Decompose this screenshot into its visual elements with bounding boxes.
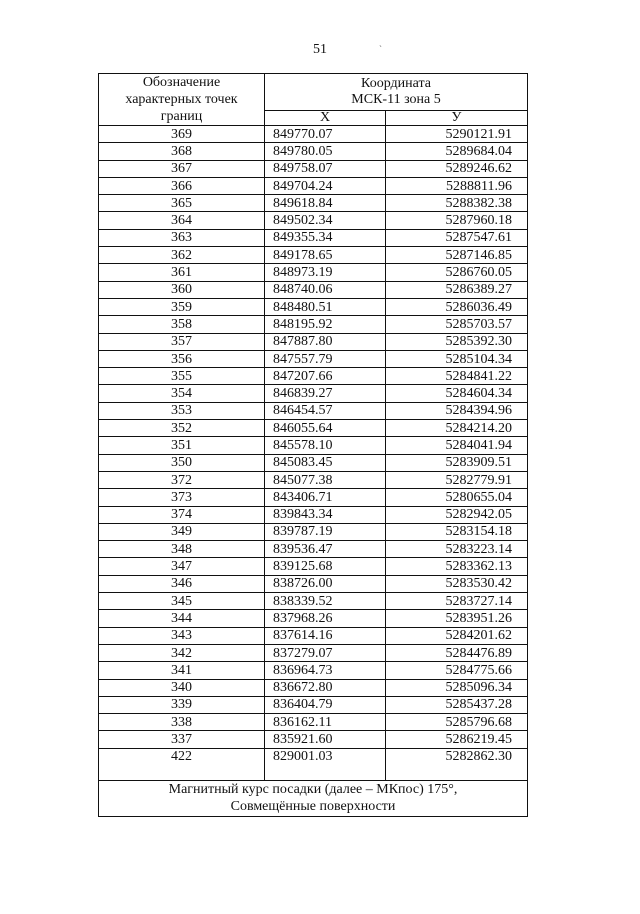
y-cell: 5283223.14	[386, 541, 528, 558]
x-cell: 849178.65	[265, 247, 386, 264]
y-cell: 5285096.34	[386, 679, 528, 696]
point-label-header	[99, 74, 265, 126]
x-cell: 848480.51	[265, 298, 386, 315]
y-cell: 5283362.13	[386, 558, 528, 575]
point-cell: 360	[99, 281, 265, 298]
point-cell: 365	[99, 195, 265, 212]
table-row	[99, 627, 528, 644]
y-cell: 5284201.62	[386, 627, 528, 644]
y-cell: 5284394.96	[386, 402, 528, 419]
y-cell: 5284476.89	[386, 644, 528, 661]
point-cell: 345	[99, 593, 265, 610]
table-row	[99, 454, 528, 471]
point-cell: 348	[99, 541, 265, 558]
point-cell: 366	[99, 177, 265, 194]
table-row	[99, 333, 528, 350]
table-row	[99, 143, 528, 160]
table-row	[99, 489, 528, 506]
point-cell: 343	[99, 627, 265, 644]
table-row	[99, 264, 528, 281]
point-cell: 353	[99, 402, 265, 419]
table-row	[99, 160, 528, 177]
landing-course-line2: Совмещённые поверхности	[230, 799, 396, 815]
table-row	[99, 385, 528, 402]
y-cell: 5284775.66	[386, 662, 528, 679]
point-cell: 373	[99, 489, 265, 506]
scan-mark: `	[379, 44, 382, 54]
x-cell: 848740.06	[265, 281, 386, 298]
y-cell: 5283951.26	[386, 610, 528, 627]
y-cell: 5286389.27	[386, 281, 528, 298]
x-cell: 846454.57	[265, 402, 386, 419]
y-cell: 5287146.85	[386, 247, 528, 264]
x-cell: 849704.24	[265, 177, 386, 194]
x-cell: 849618.84	[265, 195, 386, 212]
table-row	[99, 523, 528, 540]
table-row	[99, 437, 528, 454]
table-row	[99, 177, 528, 194]
y-cell: 5284604.34	[386, 385, 528, 402]
table-row	[99, 212, 528, 229]
x-cell: 829001.03	[265, 748, 386, 780]
y-cell: 5282942.05	[386, 506, 528, 523]
table-row	[99, 247, 528, 264]
point-label-line1: Обозначение	[142, 75, 221, 90]
point-cell: 361	[99, 264, 265, 281]
x-cell: 849770.07	[265, 126, 386, 143]
table-row	[99, 316, 528, 333]
point-cell: 354	[99, 385, 265, 402]
x-cell: 835921.60	[265, 731, 386, 748]
y-cell: 5290121.91	[386, 126, 528, 143]
point-cell: 362	[99, 247, 265, 264]
x-cell: 843406.71	[265, 489, 386, 506]
point-label-line2: характерных точек	[125, 92, 238, 107]
point-cell: 422	[99, 748, 265, 780]
x-cell: 839125.68	[265, 558, 386, 575]
y-cell: 5289246.62	[386, 160, 528, 177]
x-cell: 836964.73	[265, 662, 386, 679]
coordinate-title: Координата	[361, 75, 431, 91]
x-cell: 849780.05	[265, 143, 386, 160]
x-cell: 839536.47	[265, 541, 386, 558]
table-row	[99, 471, 528, 488]
point-cell: 374	[99, 506, 265, 523]
y-cell: 5282779.91	[386, 471, 528, 488]
y-cell: 5288811.96	[386, 177, 528, 194]
x-cell: 836404.79	[265, 696, 386, 713]
table-row	[99, 731, 528, 748]
point-cell: 363	[99, 229, 265, 246]
y-cell: 5285796.68	[386, 714, 528, 731]
point-cell: 346	[99, 575, 265, 592]
x-cell: 848195.92	[265, 316, 386, 333]
point-cell: 347	[99, 558, 265, 575]
y-header: У	[386, 110, 528, 125]
point-label-line3: границ	[160, 109, 203, 124]
table-row	[99, 368, 528, 385]
table-row	[99, 229, 528, 246]
x-cell: 838339.52	[265, 593, 386, 610]
y-cell: 5283727.14	[386, 593, 528, 610]
page-number: 51	[313, 42, 327, 57]
point-cell: 359	[99, 298, 265, 315]
point-cell: 340	[99, 679, 265, 696]
y-cell: 5286760.05	[386, 264, 528, 281]
x-cell: 847557.79	[265, 350, 386, 367]
y-cell: 5289684.04	[386, 143, 528, 160]
y-cell: 5288382.38	[386, 195, 528, 212]
y-cell: 5286219.45	[386, 731, 528, 748]
y-cell: 5285392.30	[386, 333, 528, 350]
point-cell: 364	[99, 212, 265, 229]
x-cell: 836672.80	[265, 679, 386, 696]
table-row	[99, 748, 528, 780]
x-cell: 837968.26	[265, 610, 386, 627]
x-cell: 847207.66	[265, 368, 386, 385]
table-row	[99, 610, 528, 627]
y-cell: 5287547.61	[386, 229, 528, 246]
x-cell: 845578.10	[265, 437, 386, 454]
point-cell: 367	[99, 160, 265, 177]
point-cell: 342	[99, 644, 265, 661]
y-cell: 5287960.18	[386, 212, 528, 229]
table-row	[99, 195, 528, 212]
y-cell: 5280655.04	[386, 489, 528, 506]
y-cell: 5285703.57	[386, 316, 528, 333]
point-cell: 368	[99, 143, 265, 160]
x-header: Х	[265, 110, 386, 125]
point-cell: 369	[99, 126, 265, 143]
x-cell: 849502.34	[265, 212, 386, 229]
coordinate-header	[265, 74, 528, 111]
table-row	[99, 558, 528, 575]
point-cell: 337	[99, 731, 265, 748]
y-cell: 5282862.30	[386, 748, 528, 780]
table-row	[99, 281, 528, 298]
point-cell: 358	[99, 316, 265, 333]
x-cell: 837279.07	[265, 644, 386, 661]
point-cell: 350	[99, 454, 265, 471]
point-cell: 339	[99, 696, 265, 713]
y-cell: 5286036.49	[386, 298, 528, 315]
table-row	[99, 714, 528, 731]
y-cell: 5283530.42	[386, 575, 528, 592]
x-cell: 836162.11	[265, 714, 386, 731]
table-row	[99, 662, 528, 679]
landing-course-line1: Магнитный курс посадки (далее – МКпос) 175°,	[168, 782, 458, 798]
landing-course-note	[99, 780, 528, 816]
table-row	[99, 506, 528, 523]
y-cell: 5284841.22	[386, 368, 528, 385]
table-row	[99, 696, 528, 713]
point-cell: 341	[99, 662, 265, 679]
point-cell: 344	[99, 610, 265, 627]
point-cell: 338	[99, 714, 265, 731]
point-cell: 356	[99, 350, 265, 367]
x-cell: 846839.27	[265, 385, 386, 402]
y-cell: 5285104.34	[386, 350, 528, 367]
x-cell: 849758.07	[265, 160, 386, 177]
x-cell: 849355.34	[265, 229, 386, 246]
y-cell: 5284214.20	[386, 420, 528, 437]
table-row	[99, 126, 528, 143]
y-cell: 5283154.18	[386, 523, 528, 540]
point-cell: 351	[99, 437, 265, 454]
table-row	[99, 593, 528, 610]
x-cell: 845083.45	[265, 454, 386, 471]
table-row	[99, 402, 528, 419]
table-row	[99, 644, 528, 661]
y-cell: 5284041.94	[386, 437, 528, 454]
table-row	[99, 298, 528, 315]
x-cell: 848973.19	[265, 264, 386, 281]
table-row	[99, 679, 528, 696]
coordinates-table	[98, 73, 528, 817]
point-cell: 352	[99, 420, 265, 437]
point-cell: 357	[99, 333, 265, 350]
x-cell: 846055.64	[265, 420, 386, 437]
table-row	[99, 350, 528, 367]
point-cell: 355	[99, 368, 265, 385]
point-cell: 372	[99, 471, 265, 488]
x-cell: 838726.00	[265, 575, 386, 592]
y-cell: 5285437.28	[386, 696, 528, 713]
x-cell: 839787.19	[265, 523, 386, 540]
table-row	[99, 541, 528, 558]
x-cell: 839843.34	[265, 506, 386, 523]
table-row	[99, 420, 528, 437]
table-row	[99, 575, 528, 592]
coordinate-system: МСК-11 зона 5	[351, 91, 441, 107]
x-cell: 837614.16	[265, 627, 386, 644]
y-cell: 5283909.51	[386, 454, 528, 471]
point-cell: 349	[99, 523, 265, 540]
x-cell: 845077.38	[265, 471, 386, 488]
x-cell: 847887.80	[265, 333, 386, 350]
